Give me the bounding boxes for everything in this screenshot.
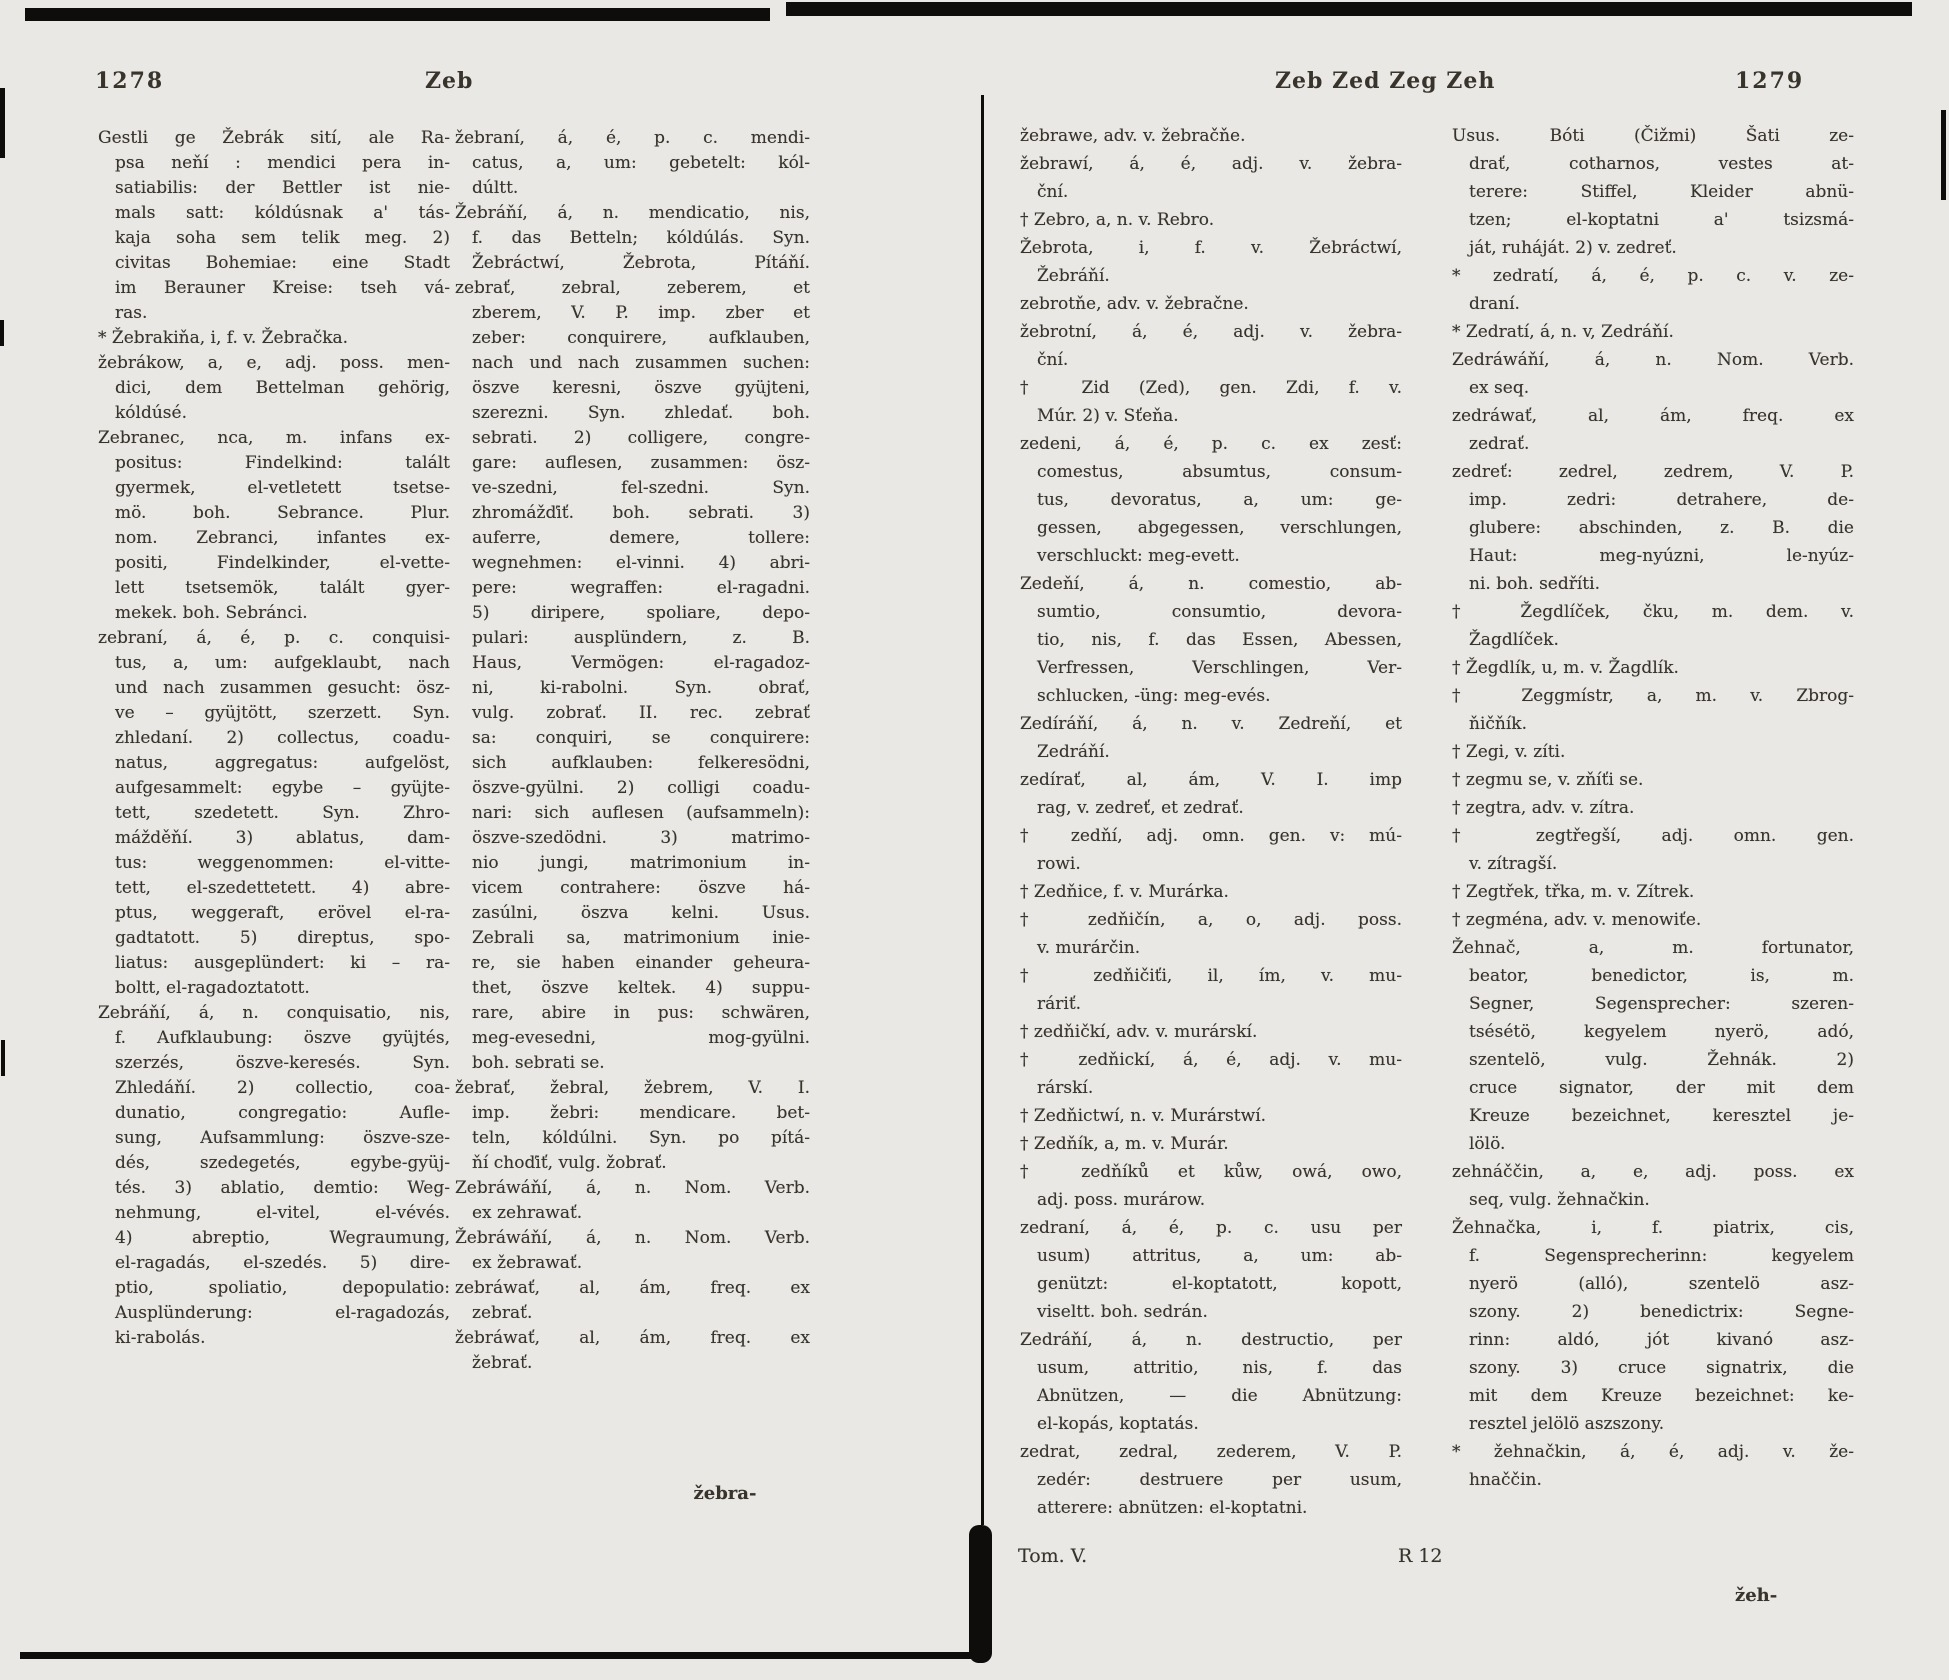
text-line: usum, attritio, nis, f. das — [1037, 1358, 1402, 1378]
text-line: zebrotňe, adv. v. žebračne. — [1020, 294, 1249, 314]
text-line: kóldúsé. — [115, 403, 187, 423]
text-line: † zedňičkí, adv. v. murárskí. — [1020, 1022, 1258, 1042]
text-line: † Zebro, a, n. v. Rebro. — [1020, 210, 1215, 230]
text-line: Zedeňí, á, n. comestio, ab- — [1020, 574, 1402, 594]
text-line: zedráwať, al, ám, freq. ex — [1452, 406, 1854, 426]
text-line: * Žebrakiňa, i, f. v. Žebračka. — [98, 328, 349, 348]
text-line: ptus, weggeraft, erövel el-ra- — [115, 903, 450, 923]
text-line: mit dem Kreuze bezeichnet: ke- — [1469, 1386, 1854, 1406]
text-line: Ausplünderung: el-ragadozás, — [115, 1303, 450, 1323]
text-line: † zedňickí, á, é, adj. v. mu- — [1020, 1050, 1402, 1070]
text-line: † zegména, adv. v. menowiťe. — [1452, 910, 1702, 930]
text-line: ňičňík. — [1469, 714, 1527, 734]
text-line: vicem contrahere: öszve há- — [472, 878, 810, 898]
text-line: dunatio, congregatio: Aufle- — [115, 1103, 450, 1123]
text-line: boltt, el-ragadoztatott. — [115, 978, 310, 998]
text-line: positus: Findelkind: talált — [115, 453, 450, 473]
text-line: Abnützen, — die Abnützung: — [1037, 1386, 1402, 1406]
text-line: Haus, Vermögen: el-ragadoz- — [472, 653, 810, 673]
text-line: zhledaní. 2) collectus, coadu- — [115, 728, 450, 748]
text-line: terere: Stiffel, Kleider abnü- — [1469, 182, 1854, 202]
right-column-1 — [1020, 122, 1402, 1522]
text-line: sumtio, consumtio, devora- — [1037, 602, 1402, 622]
left-column-1 — [98, 126, 450, 1351]
text-line: szony. 2) benedictrix: Segne- — [1469, 1302, 1854, 1322]
text-line: Zedíráňí, á, n. v. Zedreňí, et — [1020, 714, 1402, 734]
text-line: tus: weggenommen: el-vitte- — [115, 853, 450, 873]
text-line: ve-szedni, fel-szedni. Syn. — [472, 478, 810, 498]
text-line: † Zegtřek, třka, m. v. Zítrek. — [1452, 882, 1695, 902]
text-line: † zegtra, adv. v. zítra. — [1452, 798, 1635, 818]
text-line: tus, devoratus, a, um: ge- — [1037, 490, 1402, 510]
scan-artifact-left-edge-mark-1 — [0, 88, 5, 158]
text-line: † Zid (Zed), gen. Zdi, f. v. — [1020, 378, 1402, 398]
text-line: zberem, V. P. imp. zber et — [472, 303, 810, 323]
text-line: * zedratí, á, é, p. c. v. ze- — [1452, 266, 1854, 286]
text-line: Múr. 2) v. Sťeňa. — [1037, 406, 1179, 426]
text-line: auferre, demere, tollere: — [472, 528, 810, 548]
text-line: el-kopás, koptatás. — [1037, 1414, 1199, 1434]
text-line: catus, a, um: gebetelt: kól- — [472, 153, 810, 173]
text-line: Zedráwáňí, á, n. Nom. Verb. — [1452, 350, 1854, 370]
text-line: f. Segensprecherinn: kegyelem — [1469, 1246, 1854, 1266]
scan-artifact-bottom-bar — [20, 1652, 985, 1659]
text-line: † zegmu se, v. zňíťi se. — [1452, 770, 1644, 790]
text-line: mö. boh. Sebrance. Plur. — [115, 503, 450, 523]
text-line: genützt: el-koptatott, kopott, — [1037, 1274, 1402, 1294]
text-line: ni, ki-rabolni. Syn. obrať, — [472, 678, 810, 698]
text-line: Zebranec, nca, m. infans ex- — [98, 428, 450, 448]
text-line: † Zeggmístr, a, m. v. Zbrog- — [1452, 686, 1854, 706]
text-line: civitas Bohemiae: eine Stadt — [115, 253, 450, 273]
text-line: gyermek, el-vetletett tsetse- — [115, 478, 450, 498]
text-line: wegnehmen: el-vinni. 4) abri- — [472, 553, 810, 573]
text-line: f. das Betteln; kóldúlás. Syn. — [472, 228, 810, 248]
text-line: imp. žebri: mendicare. bet- — [472, 1103, 810, 1123]
text-line: Žebráctwí, Žebrota, Pítáňí. — [472, 253, 810, 273]
text-line: boh. sebrati se. — [472, 1053, 605, 1073]
text-line: Žehnačka, i, f. piatrix, cis, — [1452, 1218, 1854, 1238]
right-running-head: Zeb Zed Zeg Zeh — [1275, 68, 1496, 94]
text-line: satiabilis: der Bettler ist nie- — [115, 178, 450, 198]
scan-artifact-gutter-line — [981, 95, 984, 1525]
text-line: zebrať, zebral, zeberem, et — [455, 278, 810, 298]
text-line: sich aufklauben: felkeresödni, — [472, 753, 810, 773]
text-line: dés, szedegetés, egybe-gyüj- — [115, 1153, 450, 1173]
signature-mark: R 12 — [1398, 1545, 1443, 1567]
text-line: pulari: ausplündern, z. B. — [472, 628, 810, 648]
text-line: szerezni. Syn. zhledať. boh. — [472, 403, 810, 423]
text-line: seq, vulg. žehnačkin. — [1469, 1190, 1650, 1210]
text-line: rag, v. zedreť, et zedrať. — [1037, 798, 1244, 818]
text-line: ját, ruháját. 2) v. zedreť. — [1469, 238, 1677, 258]
text-line: žebrať, žebral, žebrem, V. I. — [455, 1078, 810, 1098]
text-line: el-ragadás, el-szedés. 5) dire- — [115, 1253, 450, 1273]
left-column-2 — [455, 126, 810, 1376]
text-line: Žebráňí. — [1037, 266, 1110, 286]
text-line: žebrawí, á, é, adj. v. žebra- — [1020, 154, 1402, 174]
text-line: im Berauner Kreise: tseh vá- — [115, 278, 450, 298]
text-line: Segner, Segensprecher: szeren- — [1469, 994, 1854, 1014]
text-line: † zegtřegší, adj. omn. gen. — [1452, 826, 1854, 846]
text-line: öszve-szedödni. 3) matrimo- — [472, 828, 810, 848]
text-line: nari: sich auflesen (aufsammeln): — [472, 803, 810, 823]
text-line: v. murárčin. — [1037, 938, 1141, 958]
text-line: rowi. — [1037, 854, 1081, 874]
text-line: rinn: aldó, jót kivanó asz- — [1469, 1330, 1854, 1350]
text-line: Zebráňí, á, n. conquisatio, nis, — [98, 1003, 450, 1023]
text-line: kaja soha sem telik meg. 2) — [115, 228, 450, 248]
text-line: dúltt. — [472, 178, 519, 198]
text-line: nach und nach zusammen suchen: — [472, 353, 810, 373]
text-line: natus, aggregatus: aufgelöst, — [115, 753, 450, 773]
text-line: nio jungi, matrimonium in- — [472, 853, 810, 873]
text-line: Žebráňí, á, n. mendicatio, nis, — [455, 203, 810, 223]
text-line: glubere: abschinden, z. B. die — [1469, 518, 1854, 538]
text-line: viseltt. boh. sedrán. — [1037, 1302, 1208, 1322]
scan-artifact-right-edge-mark — [1941, 110, 1946, 200]
text-line: gadtatott. 5) direptus, spo- — [115, 928, 450, 948]
text-line: dici, dem Bettelman gehörig, — [115, 378, 450, 398]
text-line: † Žegdlíček, čku, m. dem. v. — [1452, 602, 1854, 622]
text-line: lölö. — [1469, 1134, 1506, 1154]
text-line: zedeni, á, é, p. c. ex zesť: — [1020, 434, 1402, 454]
text-line: † zedňičiťi, il, ím, v. mu- — [1020, 966, 1402, 986]
scan-artifact-left-edge-mark-2 — [0, 320, 4, 346]
text-line: † Zedňík, a, m. v. Murár. — [1020, 1134, 1229, 1154]
left-page-number: 1278 — [95, 68, 165, 94]
text-line: ki-rabolás. — [115, 1328, 206, 1348]
text-line: Zebrali sa, matrimonium inie- — [472, 928, 810, 948]
text-line: zedér: destruere per usum, — [1037, 1470, 1402, 1490]
text-line: rárskí. — [1037, 1078, 1094, 1098]
text-line: tés. 3) ablatio, demtio: Weg- — [115, 1178, 450, 1198]
text-line: teln, kóldúlni. Syn. po pítá- — [472, 1128, 810, 1148]
text-line: zasúlni, öszva kelni. Usus. — [472, 903, 810, 923]
text-line: zebraní, á, é, p. c. conquisi- — [98, 628, 450, 648]
text-line: tett, szedetett. Syn. Zhro- — [115, 803, 450, 823]
text-line: liatus: ausgeplündert: ki – ra- — [115, 953, 450, 973]
text-line: 4) abreptio, Wegraumung, — [115, 1228, 450, 1248]
text-line: und nach zusammen gesucht: ösz- — [115, 678, 450, 698]
text-line: ční. — [1037, 182, 1069, 202]
text-line: zedraní, á, é, p. c. usu per — [1020, 1218, 1402, 1238]
text-line: † Zegi, v. zíti. — [1452, 742, 1566, 762]
text-line: öszve keresni, öszve gyüjteni, — [472, 378, 810, 398]
text-line: sebrati. 2) colligere, congre- — [472, 428, 810, 448]
text-line: szentelö, vulg. Žehnák. 2) — [1469, 1050, 1854, 1070]
scan-artifact-left-edge-mark-3 — [1, 1040, 5, 1076]
text-line: v. zítragší. — [1469, 854, 1558, 874]
text-line: † zedňí, adj. omn. gen. v: mú- — [1020, 826, 1402, 846]
text-line: ptio, spoliatio, depopulatio: — [115, 1278, 450, 1298]
text-line: žebrotní, á, é, adj. v. žebra- — [1020, 322, 1402, 342]
text-line: zedírať, al, ám, V. I. imp — [1020, 770, 1402, 790]
text-line: ex seq. — [1469, 378, 1530, 398]
text-line: imp. zedri: detrahere, de- — [1469, 490, 1854, 510]
left-running-head: Zeb — [425, 68, 474, 94]
text-line: tus, a, um: aufgeklaubt, nach — [115, 653, 450, 673]
text-line: † Zedňice, f. v. Murárka. — [1020, 882, 1229, 902]
text-line: psa neňí : mendici pera in- — [115, 153, 450, 173]
text-line: Verfressen, Verschlingen, Ver- — [1037, 658, 1402, 678]
text-line: Žehnač, a, m. fortunator, — [1452, 938, 1854, 958]
text-line: hnaččin. — [1469, 1470, 1542, 1490]
text-line: ve – gyüjtött, szerzett. Syn. — [115, 703, 450, 723]
text-line: žebraní, á, é, p. c. mendi- — [455, 128, 810, 148]
text-line: f. Aufklaubung: öszve gyüjtés, — [115, 1028, 450, 1048]
text-line: nehmung, el-vitel, el-vévés. — [115, 1203, 450, 1223]
text-line: tzen; el-koptatni a' tsizsmá- — [1469, 210, 1854, 230]
text-line: thet, öszve keltek. 4) suppu- — [472, 978, 810, 998]
text-line: Žebráwáňí, á, n. Nom. Verb. — [455, 1228, 810, 1248]
text-line: Žebrota, i, f. v. Žebráctwí, — [1020, 238, 1402, 258]
tome-label: Tom. V. — [1018, 1545, 1088, 1567]
text-line: nom. Zebranci, infantes ex- — [115, 528, 450, 548]
text-line: mals satt: kóldúsnak a' tás- — [115, 203, 450, 223]
text-line: ční. — [1037, 350, 1069, 370]
text-line: drať, cotharnos, vestes at- — [1469, 154, 1854, 174]
text-line: ras. — [115, 303, 148, 323]
left-catchword: žebra- — [693, 1483, 757, 1504]
text-line: zebrať. — [472, 1303, 533, 1323]
text-line: † zedňíků et kůw, owá, owo, — [1020, 1162, 1402, 1182]
text-line: * Zedratí, á, n. v, Zedráňí. — [1452, 322, 1674, 342]
text-line: Haut: meg-nyúzni, le-nyúz- — [1469, 546, 1854, 566]
text-line: lett tsetsemök, talált gyer- — [115, 578, 450, 598]
text-line: žebráwať, al, ám, freq. ex — [455, 1328, 810, 1348]
text-line: zedrať. — [1469, 434, 1530, 454]
text-line: zhromážďiť. boh. sebrati. 3) — [472, 503, 810, 523]
right-catchword: žeh- — [1735, 1585, 1778, 1606]
text-line: verschluckt: meg-evett. — [1037, 546, 1240, 566]
text-line: Kreuze bezeichnet, keresztel je- — [1469, 1106, 1854, 1126]
text-line: szony. 3) cruce signatrix, die — [1469, 1358, 1854, 1378]
text-line: † Žegdlík, u, m. v. Žagdlík. — [1452, 658, 1679, 678]
text-line: Zedráňí. — [1037, 742, 1110, 762]
text-line: žebrákow, a, e, adj. poss. men- — [98, 353, 450, 373]
scan-artifact-gutter-blob — [969, 1525, 992, 1663]
text-line: vulg. zobrať. II. rec. zebrať — [472, 703, 810, 723]
text-line: draní. — [1469, 294, 1520, 314]
text-line: mekek. boh. Sebránci. — [115, 603, 308, 623]
text-line: zedreť: zedrel, zedrem, V. P. — [1452, 462, 1854, 482]
text-line: Zedráňí, á, n. destructio, per — [1020, 1330, 1402, 1350]
text-line: atterere: abnützen: el-koptatni. — [1037, 1498, 1308, 1518]
text-line: resztel jelölö aszszony. — [1469, 1414, 1665, 1434]
text-line: † zedňičín, a, o, adj. poss. — [1020, 910, 1402, 930]
text-line: rare, abire in pus: schwären, — [472, 1003, 810, 1023]
text-line: Gestli ge Žebrák sití, ale Ra- — [98, 128, 450, 148]
text-line: gessen, abgegessen, verschlungen, — [1037, 518, 1402, 538]
text-line: cruce signator, der mit dem — [1469, 1078, 1854, 1098]
scan-artifact-top-bar-right — [786, 2, 1912, 16]
text-line: mážděňí. 3) ablatus, dam- — [115, 828, 450, 848]
text-line: žebrať. — [472, 1353, 533, 1373]
text-line: aufgesammelt: egybe – gyüjte- — [115, 778, 450, 798]
text-line: tio, nis, f. das Essen, Abessen, — [1037, 630, 1402, 650]
text-line: tett, el-szedettetett. 4) abre- — [115, 878, 450, 898]
text-line: ráriť. — [1037, 994, 1082, 1014]
text-line: beator, benedictor, is, m. — [1469, 966, 1854, 986]
text-line: meg-evesedni, mog-gyülni. — [472, 1028, 810, 1048]
text-line: zebráwať, al, ám, freq. ex — [455, 1278, 810, 1298]
text-line: Zhledáňí. 2) collectio, coa- — [115, 1078, 450, 1098]
right-column-2 — [1452, 122, 1854, 1494]
text-line: zeber: conquirere, aufklauben, — [472, 328, 810, 348]
text-line: 5) diripere, spoliare, depo- — [472, 603, 810, 623]
text-line: ex žebrawať. — [472, 1253, 583, 1273]
text-line: öszve-gyülni. 2) colligi coadu- — [472, 778, 810, 798]
text-line: szerzés, öszve-keresés. Syn. — [115, 1053, 450, 1073]
text-line: comestus, absumtus, consum- — [1037, 462, 1402, 482]
text-line: usum) attritus, a, um: ab- — [1037, 1246, 1402, 1266]
text-line: pere: wegraffen: el-ragadni. — [472, 578, 810, 598]
text-line: schlucken, -üng: meg-evés. — [1037, 686, 1271, 706]
text-line: zedrat, zedral, zederem, V. P. — [1020, 1442, 1402, 1462]
text-line: * žehnačkin, á, é, adj. v. že- — [1452, 1442, 1854, 1462]
scan-artifact-top-bar-left — [25, 8, 770, 21]
text-line: positi, Findelkinder, el-vette- — [115, 553, 450, 573]
text-line: zehnáččin, a, e, adj. poss. ex — [1452, 1162, 1854, 1182]
text-line: Usus. Bóti (Čižmi) Šati ze- — [1452, 126, 1854, 146]
text-line: adj. poss. murárow. — [1037, 1190, 1206, 1210]
text-line: Žagdlíček. — [1469, 630, 1559, 650]
text-line: ňí choďiť, vulg. žobrať. — [472, 1153, 667, 1173]
text-line: sung, Aufsammlung: öszve-sze- — [115, 1128, 450, 1148]
text-line: nyerö (alló), szentelö asz- — [1469, 1274, 1854, 1294]
text-line: ex zehrawať. — [472, 1203, 583, 1223]
text-line: sa: conquiri, se conquirere: — [472, 728, 810, 748]
text-line: ni. boh. sedříti. — [1469, 574, 1600, 594]
text-line: † Zedňictwí, n. v. Murárstwí. — [1020, 1106, 1267, 1126]
text-line: Zebráwáňí, á, n. Nom. Verb. — [455, 1178, 810, 1198]
text-line: gare: auflesen, zusammen: ösz- — [472, 453, 810, 473]
right-page-number: 1279 — [1735, 68, 1805, 94]
text-line: tsésétö, kegyelem nyerö, adó, — [1469, 1022, 1854, 1042]
text-line: re, sie haben einander geheura- — [472, 953, 810, 973]
text-line: žebrawe, adv. v. žebračňe. — [1020, 126, 1246, 146]
